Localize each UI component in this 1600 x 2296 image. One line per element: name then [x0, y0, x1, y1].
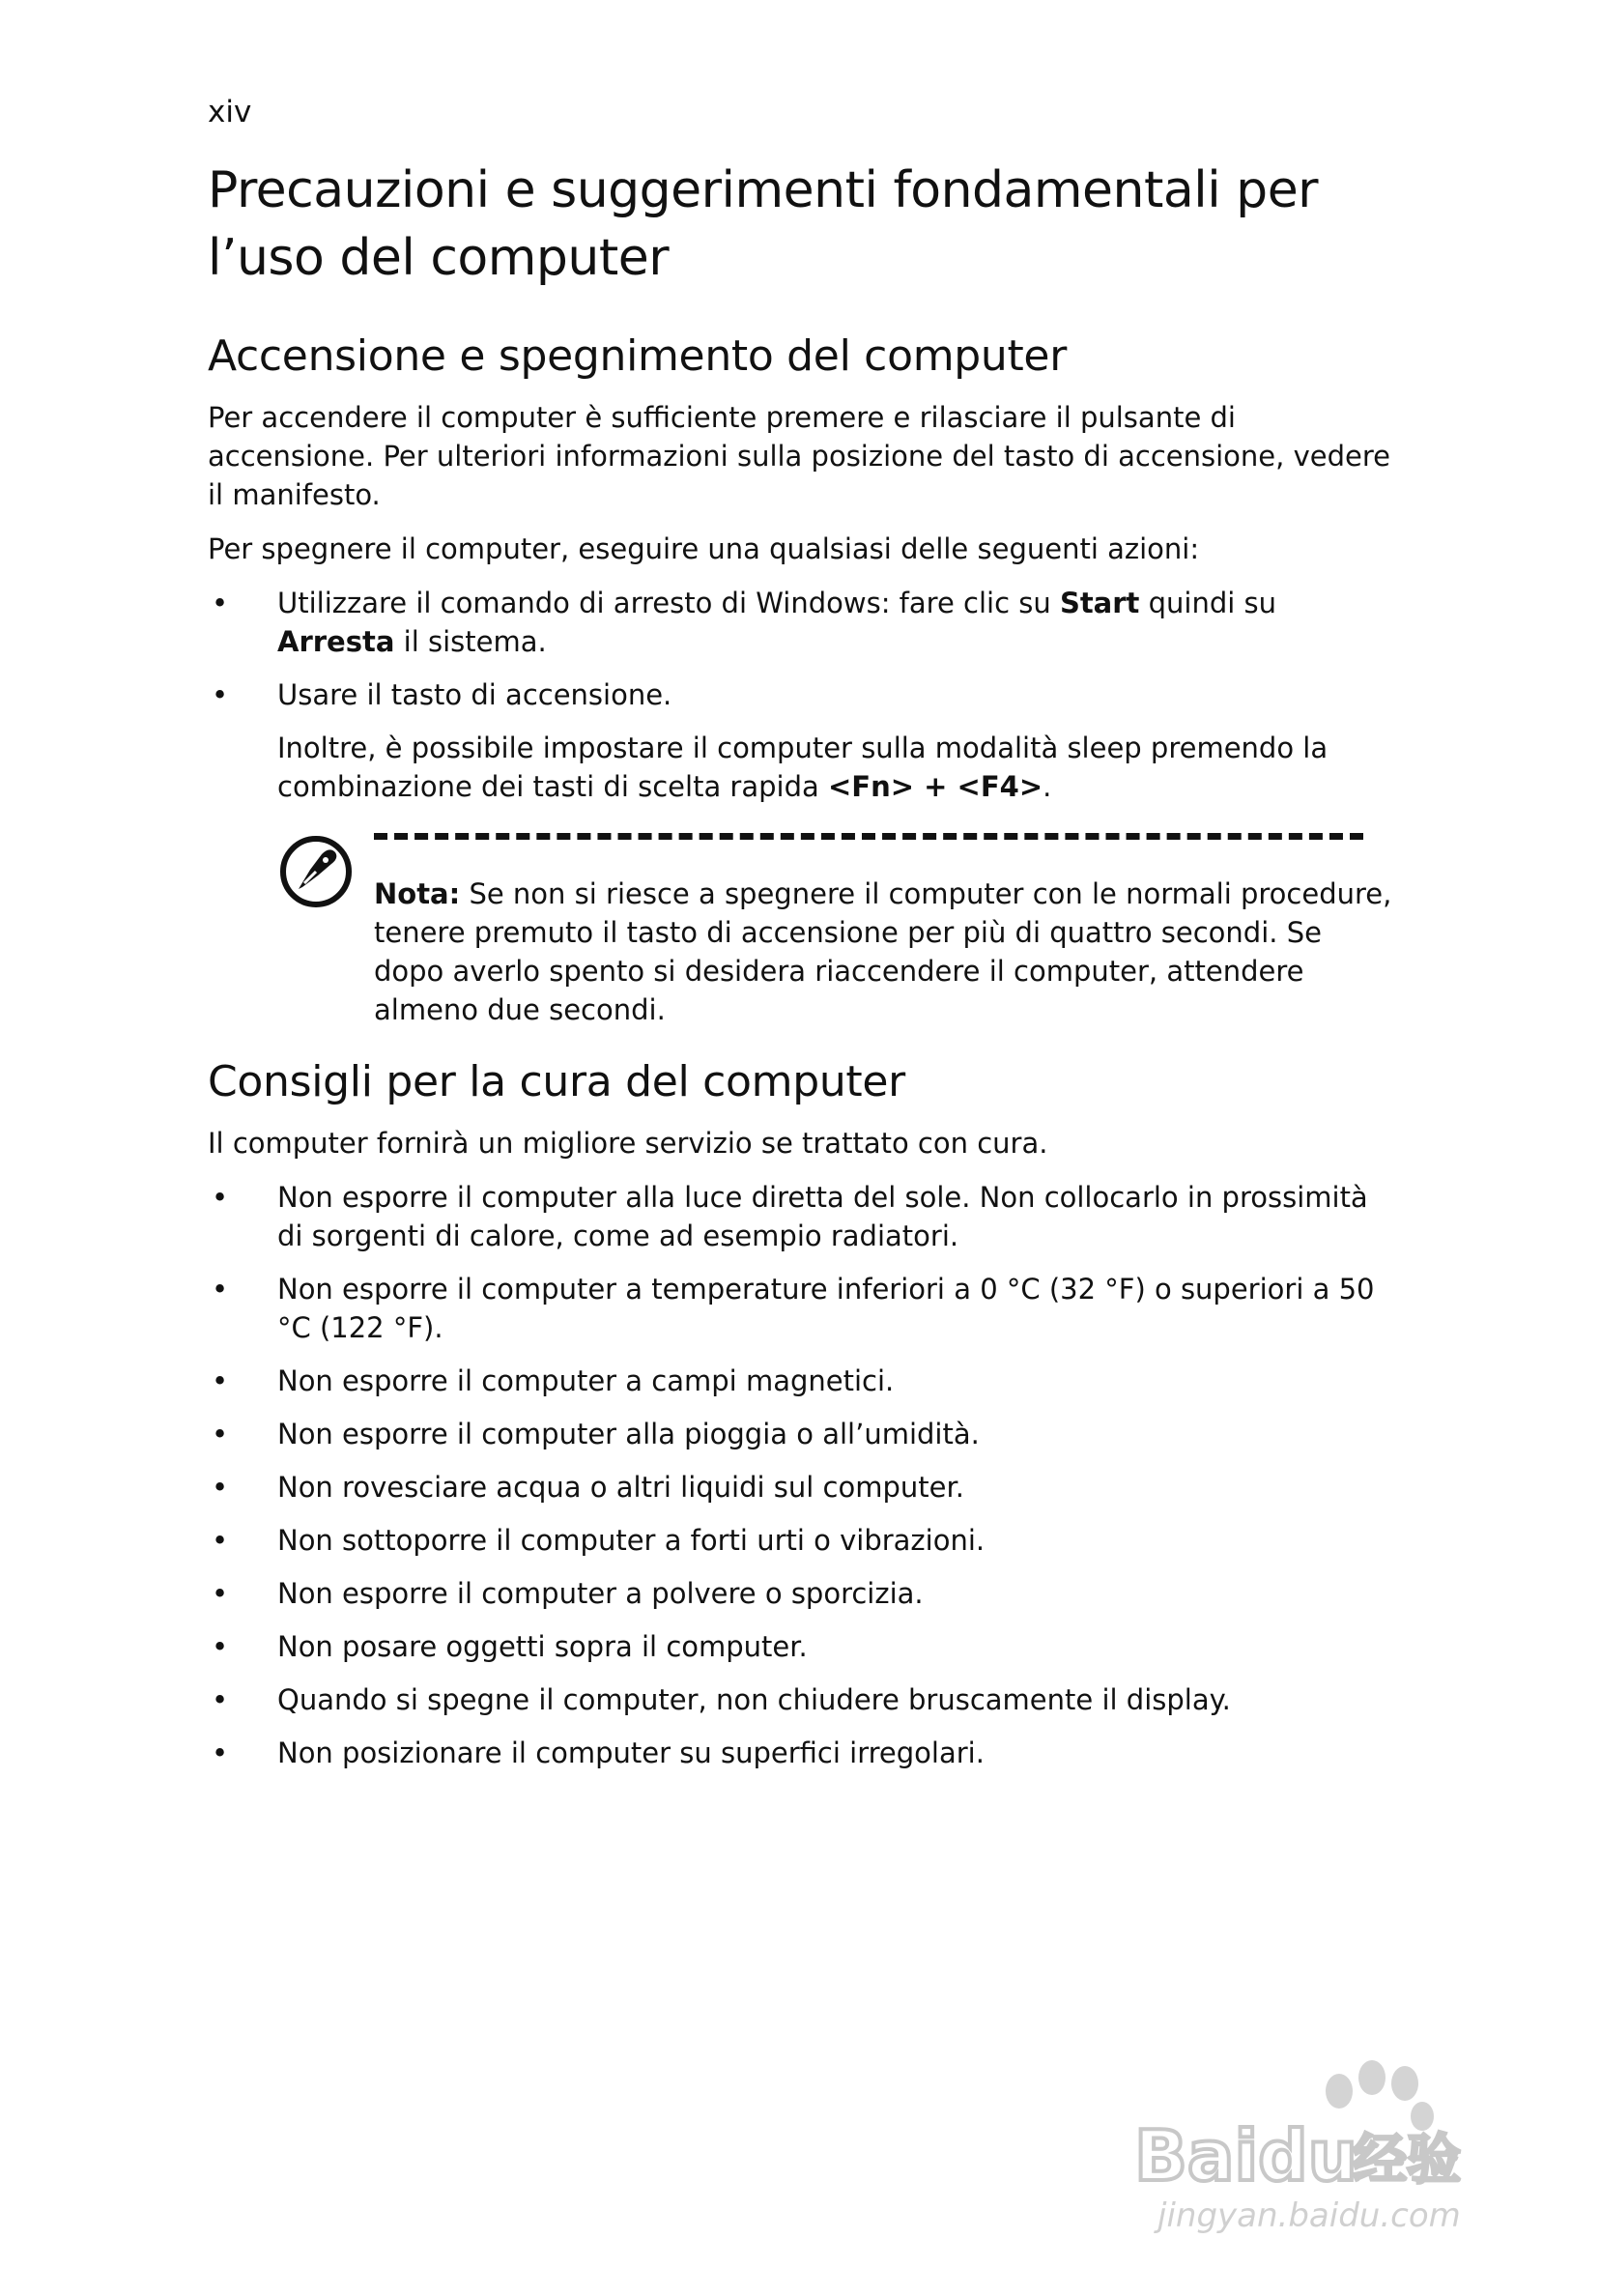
baidu-watermark: [1129, 2045, 1496, 2238]
list-item-text: Quando si spegne il computer, non chiudere bruscamente il display.: [277, 1683, 1231, 1716]
list-item-text: Non posare oggetti sopra il computer.: [277, 1630, 808, 1663]
bullet-glyph: •: [212, 1471, 229, 1504]
list-item: [208, 1270, 1396, 1347]
bullet-glyph: •: [212, 1736, 229, 1769]
section-heading-care: Consigli per la cura del computer: [208, 1057, 905, 1106]
list-item-text: Usare il tasto di accensione.: [277, 678, 672, 711]
sleep-text-end: .: [1043, 770, 1052, 803]
list-item: [208, 1362, 1396, 1400]
list-item-text: Non posizionare il computer su superfici irregolari.: [277, 1736, 985, 1769]
bullet-glyph: •: [212, 1418, 229, 1450]
list-item: [208, 1415, 1396, 1453]
list-item-text: Non rovesciare acqua o altri liquidi sul computer.: [277, 1471, 964, 1504]
list-item-text: quindi su: [1139, 587, 1277, 619]
list-item: [208, 1627, 1396, 1666]
note-body: Se non si riesce a spegnere il computer con le normali procedure, tenere premuto il tasto di accensione per più di quattro secondi. Se dopo averlo spento si desidera riaccendere il computer, attendere almeno due secondi.: [374, 877, 1392, 1026]
list-item: [208, 584, 1396, 661]
paragraph-care-intro: Il computer fornirà un migliore servizio se trattato con cura.: [208, 1127, 1048, 1160]
list-item-text: il sistema.: [394, 625, 547, 658]
bullet-glyph: •: [212, 678, 229, 711]
list-item: [208, 1521, 1396, 1560]
hotkey-text: <Fn> + <F4>: [828, 770, 1043, 803]
note-divider: [374, 833, 1363, 840]
bullet-glyph: •: [212, 1181, 229, 1214]
list-item-text: Non esporre il computer a temperature inferiori a 0 °C (32 °F) o superiori a 50 °C (122 °F).: [277, 1273, 1375, 1344]
list-item-text: Utilizzare il comando di arresto di Windows: fare clic su: [277, 587, 1060, 619]
bullet-glyph: •: [212, 1577, 229, 1610]
list-item-text: Non esporre il computer alla luce diretta del sole. Non collocarlo in prossimità di sorgenti di calore, come ad esempio radiatori.: [277, 1181, 1368, 1252]
bullet-glyph: •: [212, 1683, 229, 1716]
note-pen-icon: [277, 833, 355, 910]
note-box: [208, 833, 1396, 1029]
list-item-text: Non esporre il computer a polvere o sporcizia.: [277, 1577, 924, 1610]
list-item: [208, 675, 1396, 714]
sleep-paragraph: [208, 729, 1396, 806]
bullet-glyph: •: [212, 1630, 229, 1663]
bullet-glyph: •: [212, 1273, 229, 1306]
bullet-glyph: •: [212, 1364, 229, 1397]
list-item: [208, 1468, 1396, 1507]
paragraph-power-on: Per accendere il computer è sufficiente premere e rilasciare il pulsante di accensione. Per ulteriori informazioni sulla posizione del tasto di accensione, vedere il manifesto.: [208, 401, 1390, 511]
watermark-cn: 经验: [1353, 2129, 1461, 2192]
list-item-text: Non esporre il computer alla pioggia o all’umidità.: [277, 1418, 980, 1450]
paragraph-power-off: Per spegnere il computer, eseguire una qualsiasi delle seguenti azioni:: [208, 532, 1200, 565]
document-page: [208, 93, 1396, 1787]
bullet-glyph: •: [212, 587, 229, 619]
sleep-text: Inoltre, è possibile impostare il computer sulla modalità sleep premendo la combinazione dei tasti di scelta rapida: [277, 732, 1329, 803]
section-heading-power: Accensione e spegnimento del computer: [208, 331, 1067, 381]
bullet-glyph: •: [212, 1524, 229, 1557]
power-off-list: [208, 584, 1396, 714]
page-title: Precauzioni e suggerimenti fondamentali per l’uso del computer: [208, 161, 1319, 287]
note-text: [374, 875, 1396, 1029]
start-keyword: Start: [1059, 587, 1140, 619]
watermark-brand: Baidu: [1134, 2115, 1357, 2196]
watermark-url: jingyan.baidu.com: [1157, 2196, 1461, 2235]
arresta-keyword: Arresta: [277, 625, 395, 658]
note-label: Nota:: [374, 877, 461, 910]
list-item-text: Non sottoporre il computer a forti urti o vibrazioni.: [277, 1524, 986, 1557]
list-item: [208, 1734, 1396, 1772]
list-item: [208, 1680, 1396, 1719]
list-item-text: Non esporre il computer a campi magnetici.: [277, 1364, 895, 1397]
care-list: [208, 1178, 1396, 1772]
list-item: [208, 1178, 1396, 1255]
page-number: xiv: [208, 95, 252, 129]
list-item: [208, 1574, 1396, 1613]
